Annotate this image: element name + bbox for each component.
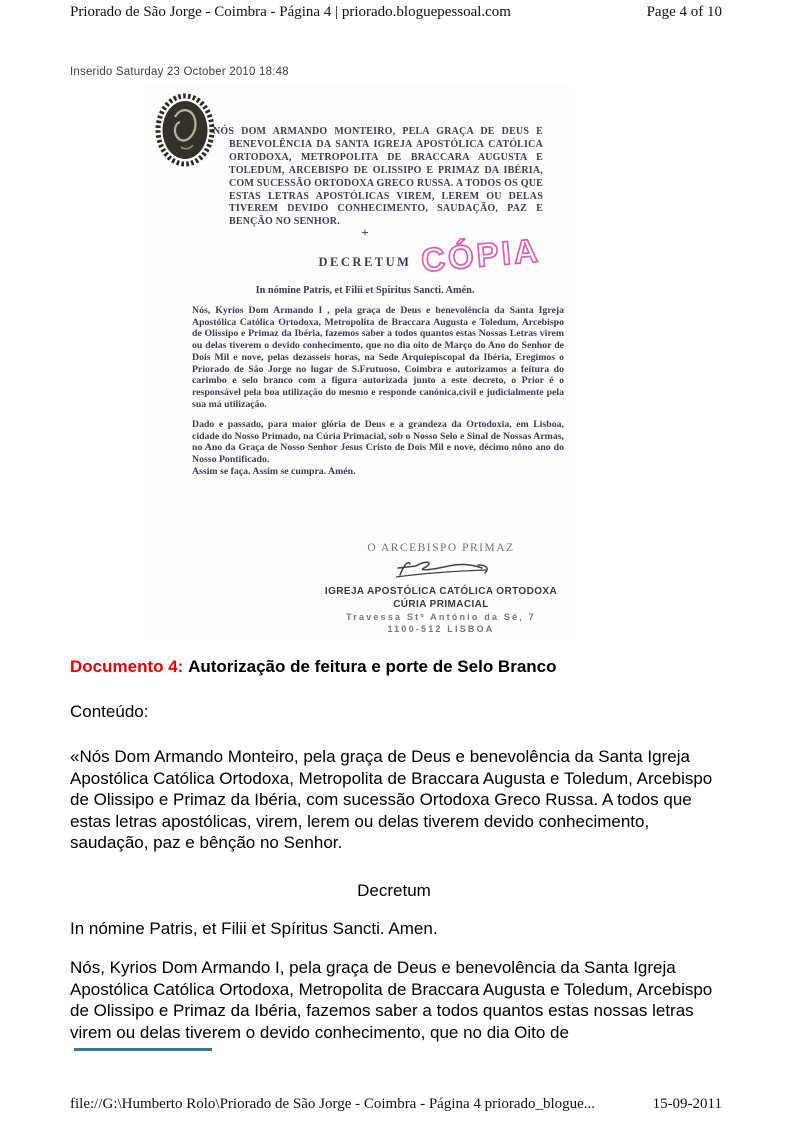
cross-icon: +: [361, 225, 369, 240]
wax-seal-icon: [154, 91, 216, 169]
article-invocation: In nómine Patris, et Filii et Spíritus Sancti. Amen.: [70, 919, 438, 938]
document-number-label: Documento 4:: [70, 657, 184, 676]
content-label: Conteúdo:: [70, 702, 149, 721]
post-insert-date: Inserido Saturday 23 October 2010 18:48: [70, 66, 289, 78]
signature-block: [321, 542, 561, 634]
decree-body-paragraph-1: Nós, Kyrios Dom Armando I , pela graça de Deus e benevolência da Santa Igreja Apostólica Católica Ortodoxa, Metropolita de Braccara Augusta e Toledum, Arcebispo de Olissipo e Primaz da Ibéria, fazemos saber a todos quantos estas Nossas Letras virem ou delas tiverem o devido conhecimento, que no dia oito de Março do Ano do Senhor de Dois Mil e nove, pelas dezasseis horas, na Sede Arquiepiscopal da Ibéria, Eregimos o Priorado de São Jorge no lugar de S.Frutuoso, Coimbra e autorizamos a feitura do carimbo e selo branco com a figura autorizada junto a este decreto, o Prior é o responsável pela boa utilização do mesmo e responde canónica,civil e judicialmente pela sua má utilização.: [192, 305, 564, 410]
decree-invocation: In nómine Patris, et Filii et Spíritus Sancti. Amén.: [255, 285, 475, 296]
signature-icon: [386, 555, 496, 581]
copia-stamp: [417, 222, 557, 286]
article-paragraph-1: «Nós Dom Armando Monteiro, pela graça de Deus e benevolência da Santa Igreja Apostólica Católica Ortodoxa, Metropolita de Braccara Augusta e Toledum, Arcebispo de Olissipo e Primaz da Ibéria, com sucessão Ortodoxa Greco Russa. A todos que estas letras apostólicas, virem, lerem ou delas tiverem devido conhecimento, saudação, paz e bênção no Senhor.: [70, 747, 713, 852]
decree-dado-e-passado: Dado e passado, para maior glória de Deus e a grandeza da Ortodoxia, em Lisboa, cidade do Nosso Primado, na Cúria Primacial, sob o Nosso Selo e Sinal de Nossas Armas, no Ano da Graça de Nosso Senhor Jesus Cristo de Dois Mil e nove, décimo nôno ano do Nosso Pontificado.: [192, 419, 564, 466]
article-decretum-heading: Decretum: [357, 881, 431, 900]
article-paragraph-2: Nós, Kyrios Dom Armando I, pela graça de Deus e benevolência da Santa Igreja Apostólica Católica Ortodoxa, Metropolita de Braccara Augusta e Toledum, Arcebispo de Olissipo e Primaz da Ibéria, fazemos saber a todos quantos estas nossas letras virem ou delas tiverem o devido conhecimento, que no dia Oito de: [70, 958, 713, 1042]
decree-title: DECRETUM: [318, 255, 412, 269]
header-page-indicator: Page 4 of 10: [646, 4, 722, 20]
copia-stamp-text: CÓPIA: [419, 231, 542, 279]
header-page-title: Priorado de São Jorge - Coimbra - Página 4 | priorado.bloguepessoal.com: [70, 4, 511, 20]
document-heading: [70, 657, 557, 677]
signature-title: O ARCEBISPO PRIMAZ: [367, 542, 515, 554]
print-footer: [70, 1096, 722, 1113]
org-curia: CÚRIA PRIMACIAL: [393, 599, 489, 610]
truncated-link-underline: [74, 1048, 212, 1051]
org-postal-city: 1100-512 LISBOA: [387, 624, 495, 634]
print-header: [70, 4, 722, 21]
footer-print-date: 15-09-2011: [652, 1096, 722, 1112]
org-name: IGREJA APOSTÓLICA CATÓLICA ORTODOXA: [324, 586, 558, 597]
footer-file-path: file://G:\Humberto Rolo\Priorado de São Jorge - Coimbra - Página 4 priorado_blogue...: [70, 1096, 596, 1112]
document-title: Autorização de feitura e porte de Selo Branco: [188, 657, 557, 676]
decree-body-paragraph-2: [192, 419, 564, 478]
decree-proclamation: NÓS DOM ARMANDO MONTEIRO, PELA GRAÇA DE DEUS E BENEVOLÊNCIA DA SANTA IGREJA APOSTÓLICA CATÓLICA ORTODOXA, METROPOLITA DE BRACCARA AUGUSTA E TOLEDUM, ARCEBISPO DE OLISSIPO E PRIMAZ DA IBÉRIA, COM SUCESSÃO ORTODOXA GRECO RUSSA. A TODOS OS QUE ESTAS LETRAS APOSTÓLICAS VIREM, LEREM OU DELAS TIVEREM DEVIDO CONHECIMENTO, SAUDAÇÃO, PAZ E BENÇÃO NO SENHOR.: [213, 126, 543, 228]
decree-fiat-line: Assim se faça. Assim se cumpra. Amén.: [192, 465, 356, 477]
org-street-address: Travessa Stº António da Sé, 7: [346, 612, 536, 622]
scanned-decree-image: [145, 84, 569, 640]
